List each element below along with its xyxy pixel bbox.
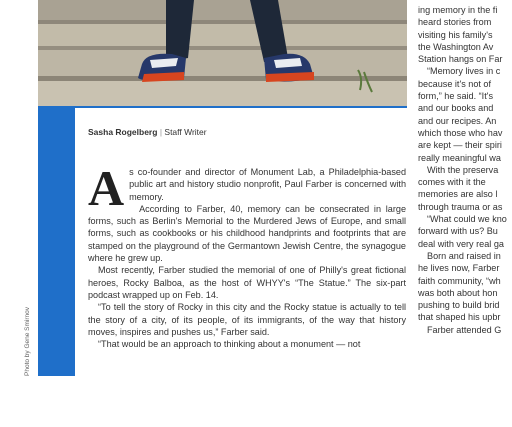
column-line: form,” he said. “It's <box>418 91 494 102</box>
column-line: “Memory lives in c <box>427 66 501 77</box>
paragraph: “To tell the story of Rocky in this city and the Rocky statue is actually to tell the story of a city, of its people, of its immigrants, of the way that history moves, inspires and pushes us,” Farber said. <box>88 302 406 337</box>
byline <box>88 127 207 137</box>
author-role: Staff Writer <box>164 127 207 137</box>
header-photo <box>38 0 407 106</box>
column-line: through trauma or as <box>418 201 503 212</box>
paragraph: “That would be an approach to thinking about a monument — not <box>98 339 361 350</box>
column-line: and our books and <box>418 103 494 114</box>
column-line: and our recipes. An <box>418 115 497 126</box>
column-line: “What could we kno <box>427 214 507 225</box>
paragraph: According to Farber, 40, memory can be consecrated in large forms, such as Berlin's Memorial to the Murdered Jews of Europe, and small forms, such as cookbooks or his childhood handprints and footprints that are stamped on the playground of the Germantown Jewish Centre, the synagogue where he grew up. <box>88 203 406 264</box>
column-line: Station hangs on Far <box>418 54 503 65</box>
column-line: deal with very real ga <box>418 238 504 249</box>
right-column <box>418 4 512 336</box>
column-line: pushing to build brid <box>418 300 500 311</box>
column-line: was both about hon <box>418 287 498 298</box>
column-line: because it's not of <box>418 78 492 89</box>
byline-separator: | <box>159 127 163 137</box>
accent-rule <box>75 106 407 108</box>
article-body <box>88 160 406 350</box>
column-line: forward with us? Bu <box>418 226 498 237</box>
column-line: comes with it the <box>418 177 486 188</box>
column-line: he lives now, Farber <box>418 263 500 274</box>
column-line: which those who hav <box>418 127 503 138</box>
lead-paragraph <box>88 160 406 216</box>
column-line: the Washington Av <box>418 41 494 52</box>
column-line: With the preserva <box>427 164 499 175</box>
column-line: that shaped his upbr <box>418 312 501 323</box>
column-line: memories are also l <box>418 189 498 200</box>
author-name: Sasha Rogelberg <box>88 127 158 137</box>
steps-photo-image <box>38 0 407 106</box>
column-line: visiting his family's <box>418 29 493 40</box>
column-line: are kept — their spiri <box>418 140 502 151</box>
column-line: ing memory in the fi <box>418 5 498 15</box>
paragraph-text: s co-founder and director of Monument Lab, a Philadelphia-based public art and history studio nonprofit, Paul Farber is concerned with memory. <box>129 167 406 202</box>
column-line: Born and raised in <box>427 250 501 261</box>
drop-cap: A <box>88 160 125 216</box>
column-line: really meaningful wa <box>418 152 501 163</box>
column-line: heard stories from <box>418 17 492 28</box>
column-line: faith community, “wh <box>418 275 501 286</box>
photo-credit: Photo by Gene Smirnov <box>24 306 31 376</box>
column-line: Farber attended G <box>427 324 502 335</box>
paragraph: Most recently, Farber studied the memorial of one of Philly's great fictional heroes, Rocky Balboa, as the host of WHYY's “The Statue.” The six-part podcast wrapped up on Feb. 14. <box>88 265 406 300</box>
accent-bar <box>38 106 75 376</box>
